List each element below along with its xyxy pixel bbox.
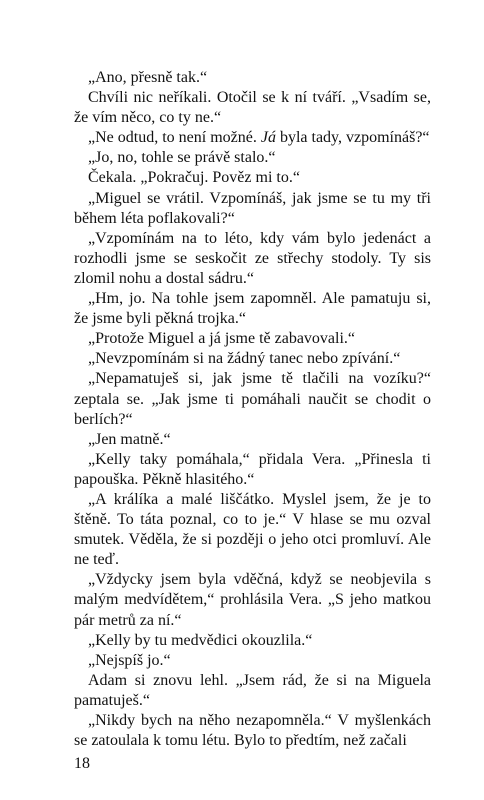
paragraph: „Protože Miguel a já jsme tě zabavovali.“ [88,330,356,348]
paragraph-part: byla tady, vzpomínáš?“ [275,129,430,147]
paragraph: „Nevzpomínám si na žádný tanec nebo zpívání.“ [88,350,401,368]
paragraph [74,128,431,148]
paragraph: „Vzpomínám na to léto, kdy vám bylo jedenáct a rozhodli jsme se seskočit ze střechy stodoly. Ty sis zlomil nohu a dostal sádru.“ [74,229,431,287]
paragraph: „A králíka a malé liščátko. Myslel jsem, že je to štěně. To táta poznal, co to je.“ V hlase se mu ozval smutek. Věděla, že si později o jeho otci promluví. Ale ne teď. [74,490,431,569]
paragraph: Adam si znovu lehl. „Jsem rád, že si na Miguela pamatuješ.“ [74,671,431,709]
paragraph: „Ano, přesně tak.“ [88,69,208,86]
paragraph: Chvíli nic neříkali. Otočil se k ní tváří. „Vsadím se, že vím něco, co ty ne.“ [74,89,431,127]
paragraph: „Vždycky jsem byla vděčná, když se neobjevila s malým medvídětem,“ prohlásila Vera. „S jeho matkou pár metrů za ní.“ [74,571,431,629]
paragraph: „Miguel se vrátil. Vzpomínáš, jak jsme se tu my tři během léta poflakovali?“ [74,189,431,227]
paragraph: „Hm, jo. Na tohle jsem zapomněl. Ale pamatuju si, že jsme byli pěkná trojka.“ [74,290,431,328]
paragraph: „Nikdy bych na něho nezapomněla.“ V myšlenkách se zatoulala k tomu létu. Bylo to předtím, než začali [74,712,431,750]
paragraph-part: „Ne odtud, to není možné. [88,129,261,147]
paragraph: „Jen matně.“ [88,430,171,448]
paragraph: „Nejspíš jo.“ [88,651,171,669]
paragraph: „Kelly taky pomáhala,“ přidala Vera. „Přinesla ti papouška. Pěkně hlasitého.“ [74,450,431,488]
paragraph: Čekala. „Pokračuj. Pověz mi to.“ [88,169,300,187]
page-number: 18 [74,755,90,772]
page-text [74,68,431,751]
paragraph: „Jo, no, tohle se právě stalo.“ [88,149,276,167]
paragraph: „Kelly by tu medvědici okouzlila.“ [88,631,313,649]
paragraph: „Nepamatuješ si, jak jsme tě tlačili na vozíku?“ zeptala se. „Jak jsme ti pomáhali naučit se chodit o berlích?“ [74,370,431,428]
emphasis: Já [260,129,276,147]
